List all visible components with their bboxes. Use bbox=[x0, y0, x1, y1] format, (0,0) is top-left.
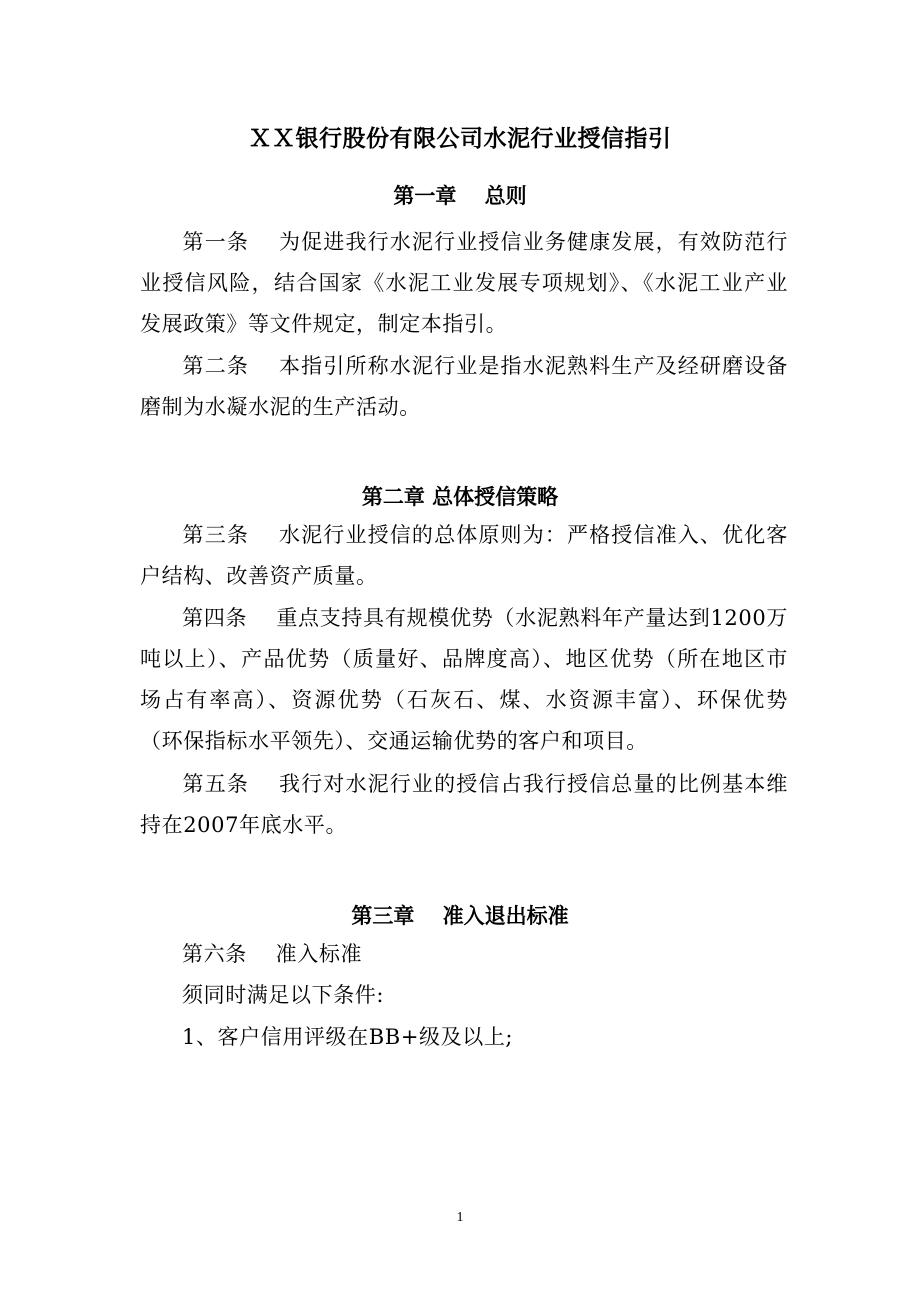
article-4-paragraph: 第四条 重点支持具有规模优势（水泥熟料年产量达到1200万吨以上）、产品优势（质量好、品牌度高）、地区优势（所在地区市场占有率高）、资源优势（石灰石、煤、水资源丰富）、环保优势（环保指标水平领先）、交通运输优势的客户和项目。 bbox=[140, 606, 788, 753]
article-1-paragraph: 第一条 为促进我行水泥行业授信业务健康发展，有效防范行业授信风险，结合国家《水泥工业发展专项规划》、《水泥工业产业发展政策》等文件规定，制定本指引。 bbox=[140, 230, 788, 336]
article-6-paragraph: 第六条 准入标准 bbox=[182, 942, 363, 966]
conditions-intro: 须同时满足以下条件: bbox=[182, 983, 385, 1007]
chapter-2-heading: 第二章 总体授信策略 bbox=[361, 485, 559, 509]
document-title: ＸＸ银行股份有限公司水泥行业授信指引 bbox=[248, 126, 672, 152]
article-2-paragraph: 第二条 本指引所称水泥行业是指水泥熟料生产及经研磨设备磨制为水凝水泥的生产活动。 bbox=[140, 354, 788, 419]
article-5-paragraph: 第五条 我行对水泥行业的授信占我行授信总量的比例基本维持在2007年底水平。 bbox=[140, 772, 788, 837]
article-3-paragraph: 第三条 水泥行业授信的总体原则为：严格授信准入、优化客户结构、改善资产质量。 bbox=[140, 523, 788, 588]
chapter-3-heading: 第三章 准入退出标准 bbox=[351, 904, 569, 928]
condition-item-1: 1、客户信用评级在BB+级及以上; bbox=[182, 1025, 514, 1049]
page-number: 1 bbox=[456, 1210, 464, 1225]
chapter-1-heading: 第一章 总则 bbox=[393, 184, 527, 208]
